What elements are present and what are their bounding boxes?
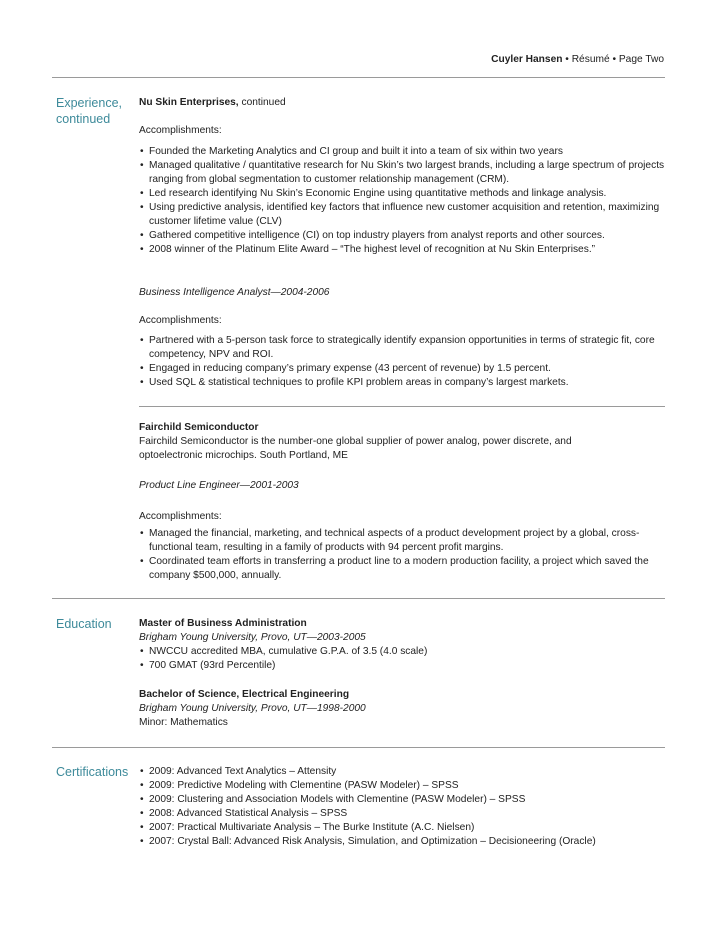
list-item: • Founded the Marketing Analytics and CI group and built it into a team of six within two years [139,145,669,159]
job-role-bia [139,286,669,390]
company-name: Nu Skin Enterprises, [139,97,239,108]
list-item: • 2008: Advanced Statistical Analysis – SPSS [139,807,669,821]
list-item: • 700 GMAT (93rd Percentile) [139,659,669,673]
list-item: • 2009: Clustering and Association Models with Clementine (PASW Modeler) – SPSS [139,793,669,807]
certifications-list [139,765,669,849]
bullet-list [139,645,669,673]
section-label-certifications: Certifications [56,765,129,779]
job-fairchild [139,421,669,583]
school: Brigham Young University, Provo, UT—1998-2000 [139,703,366,714]
divider [52,77,665,78]
list-item: • 2007: Practical Multivariate Analysis – The Burke Institute (A.C. Nielsen) [139,821,669,835]
header-page: Page Two [618,54,664,65]
list-item: • Led research identifying Nu Skin’s Economic Engine using quantitative methods and linkage analysis. [139,187,669,201]
section-label-experience [56,95,122,127]
list-item: • Gathered competitive intelligence (CI) on top industry players from analyst reports and other sources. [139,229,669,243]
role-title: Business Intelligence Analyst—2004-2006 [139,287,330,298]
list-item: • 2008 winner of the Platinum Elite Award – “The highest level of recognition at Nu Skin Enterprises.” [139,243,669,257]
bullet-list [139,527,669,583]
divider [52,598,665,599]
list-item: • Partnered with a 5-person task force to strategically identify expansion opportunities in terms of strategic fit, core competency, NPV and ROI. [139,334,669,362]
company-name: Fairchild Semiconductor [139,422,259,433]
list-item: • 2007: Crystal Ball: Advanced Risk Analysis, Simulation, and Optimization – Decisioneering (Oracle) [139,835,669,849]
company-suffix: continued [238,97,286,108]
divider [139,406,665,407]
list-item: • Using predictive analysis, identified key factors that influence new customer acquisition and retention, maximizing customer lifetime value (CLV) [139,201,669,229]
label-line: Experience, [56,96,123,110]
degree-title: Bachelor of Science, Electrical Engineering [139,689,350,700]
list-item: • Coordinated team efforts in transferring a product line to a modern production facility, a project which saved the company $500,000, annually. [139,555,669,583]
list-item: • 2009: Predictive Modeling with Clementine (PASW Modeler) – SPSS [139,779,669,793]
list-item: • Used SQL & statistical techniques to profile KPI problem areas in company’s largest markets. [139,376,669,390]
company-description: Fairchild Semiconductor is the number-one global supplier of power analog, power discrete, and optoelectronic microchips. South Portland, ME [139,436,572,461]
accomplishments-label: Accomplishments: [139,315,222,326]
degree-title: Master of Business Administration [139,618,307,629]
header-doc: Résumé [571,54,610,65]
page-header [491,53,664,67]
separator: • [562,54,572,65]
list-item: • NWCCU accredited MBA, cumulative G.P.A. of 3.5 (4.0 scale) [139,645,669,659]
separator: • [609,54,619,65]
header-name: Cuyler Hansen [491,54,563,65]
divider [52,747,665,748]
minor: Minor: Mathematics [139,717,228,728]
school: Brigham Young University, Provo, UT—2003-2005 [139,632,366,643]
list-item: • 2009: Advanced Text Analytics – Attensity [139,765,669,779]
role-title: Product Line Engineer—2001-2003 [139,480,299,491]
bullet-list [139,145,669,257]
job-nuskin [139,96,669,257]
list-item: • Managed the financial, marketing, and technical aspects of a product development project by a global, cross-functional team, resulting in a family of products with 94 percent profit margins. [139,527,669,555]
accomplishments-label: Accomplishments: [139,511,222,522]
list-item: • Managed qualitative / quantitative research for Nu Skin’s two largest brands, including a large spectrum of projects ranging from global segmentation to customer relationship management (CRM). [139,159,669,187]
accomplishments-label: Accomplishments: [139,125,222,136]
bullet-list [139,334,669,390]
education-entries [139,617,669,730]
section-label-education: Education [56,617,112,631]
label-line: continued [56,112,111,126]
list-item: • Engaged in reducing company’s primary expense (43 percent of revenue) by 1.5 percent. [139,362,669,376]
